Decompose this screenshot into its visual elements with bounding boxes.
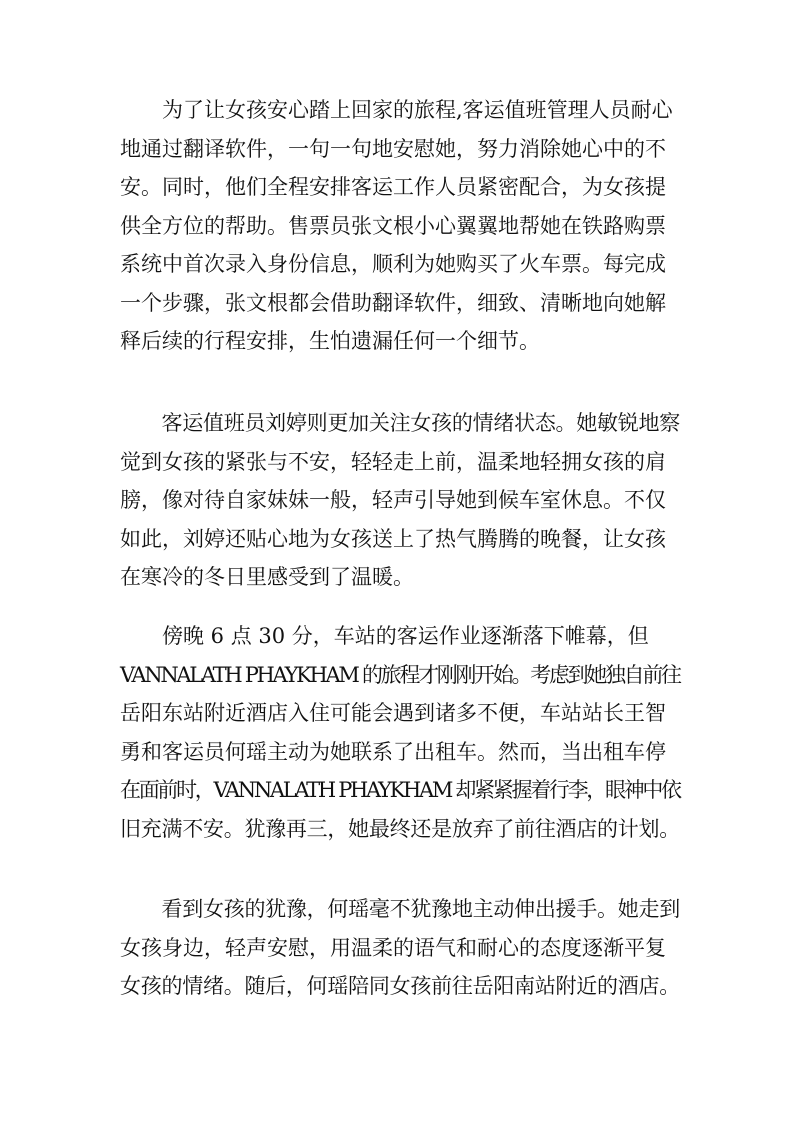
paragraph-line: 供全方位的帮助。售票员张文根小心翼翼地帮她在铁路购票 bbox=[120, 213, 666, 238]
paragraph-line: 膀，像对待自家妹妹一般，轻声引导她到候车室休息。不仅 bbox=[120, 488, 666, 512]
paragraph-line: 看到女孩的犹豫，何瑶毫不犹豫地主动伸出援手。她走到 bbox=[120, 897, 680, 921]
paragraph-line: 傍晚 6 点 30 分，车站的客运作业逐渐落下帷幕，但 bbox=[120, 624, 649, 648]
paragraph-line: 岳阳东站附近酒店入住可能会遇到诸多不便，车站站长王智 bbox=[120, 701, 666, 725]
paragraph-4 bbox=[120, 890, 680, 1006]
paragraph-1 bbox=[120, 91, 680, 361]
paragraph-line: 勇和客运员何瑶主动为她联系了出租车。然而，当出租车停 bbox=[120, 739, 666, 764]
paragraph-line: 地通过翻译软件，一句一句地安慰她，努力消除她心中的不 bbox=[120, 136, 666, 161]
paragraph-line: 觉到女孩的紧张与不安，轻轻走上前，温柔地轻拥女孩的肩 bbox=[120, 449, 666, 474]
paragraph-line: 在寒冷的冬日里感受到了温暖。 bbox=[120, 565, 414, 589]
paragraph-2 bbox=[120, 404, 680, 597]
paragraph-line: 女孩的情绪。随后，何瑶陪同女孩前往岳阳南站附近的酒店。 bbox=[120, 974, 680, 998]
paragraph-line: 在面前时，VANNALATH PHAYKHAM 却紧紧握着行李，眼神中依 bbox=[120, 778, 680, 802]
paragraph-line: 客运值班员刘婷则更加关注女孩的情绪状态。她敏锐地察 bbox=[120, 411, 680, 435]
paragraph-line: 旧充满不安。犹豫再三，她最终还是放弃了前往酒店的计划。 bbox=[120, 816, 680, 841]
paragraph-line: 一个步骤，张文根都会借助翻译软件，细致、清晰地向她解 bbox=[120, 290, 666, 315]
paragraph-line: 安。同时，他们全程安排客运工作人员紧密配合，为女孩提 bbox=[120, 175, 666, 199]
paragraph-3 bbox=[120, 617, 680, 848]
paragraph-line: 系统中首次录入身份信息，顺利为她购买了火车票。每完成 bbox=[120, 252, 666, 276]
paragraph-line: VANNALATH PHAYKHAM 的旅程才刚刚开始。考虑到她独自前往 bbox=[120, 662, 680, 687]
paragraph-line: 女孩身边，轻声安慰，用温柔的语气和耐心的态度逐渐平复 bbox=[120, 935, 666, 960]
paragraph-line: 如此，刘婷还贴心地为女孩送上了热气腾腾的晚餐，让女孩 bbox=[120, 526, 666, 551]
paragraph-line: 为了让女孩安心踏上回家的旅程,客运值班管理人员耐心 bbox=[120, 98, 673, 122]
paragraph-line: 释后续的行程安排，生怕遗漏任何一个细节。 bbox=[120, 329, 540, 353]
